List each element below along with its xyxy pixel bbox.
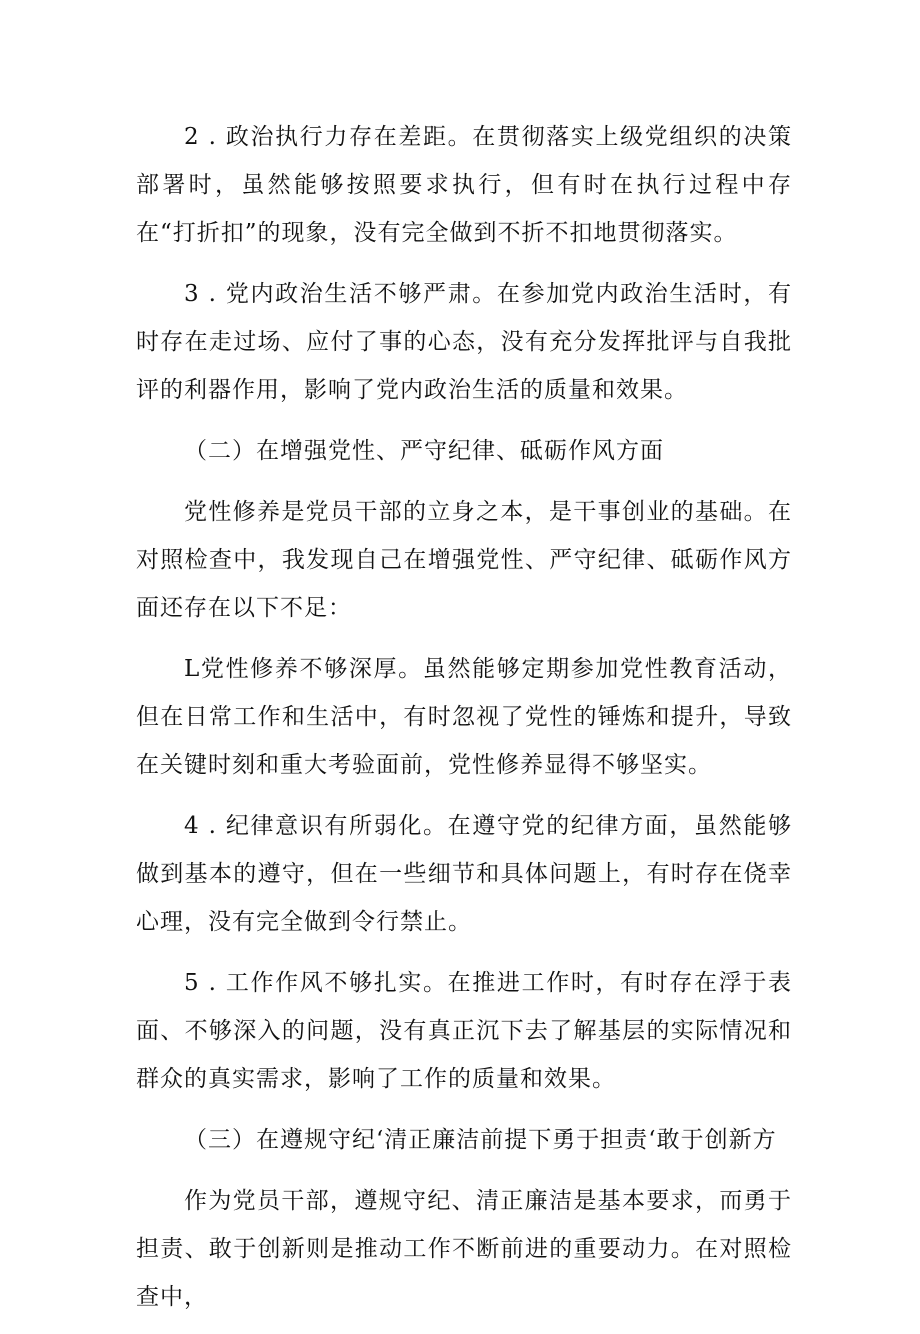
paragraph-discipline-awareness: 4 . 纪律意识有所弱化。在遵守党的纪律方面，虽然能够做到基本的遵守，但在一些细节和具体问题上，有时存在侥幸心理，没有完全做到令行禁止。 (136, 813, 792, 935)
paragraph-political-execution: 2 . 政治执行力存在差距。在贯彻落实上级党组织的决策部署时，虽然能够按照要求执行，但有时在执行过程中存在“打折扣”的现象，没有完全做到不折不扣地贯彻落实。 (136, 124, 792, 246)
document-body (136, 113, 792, 1334)
paragraph-party-cultivation: L党性修养不够深厚。虽然能够定期参加党性教育活动，但在日常工作和生活中，有时忽视了党性的锤炼和提升，导致在关键时刻和重大考验面前，党性修养显得不够坚实。 (136, 656, 792, 778)
paragraph-party-spirit-intro: 党性修养是党员干部的立身之本，是干事创业的基础。在对照检查中，我发现自己在增强党性、严守纪律、砥砺作风方面还存在以下不足： (136, 499, 792, 621)
section-heading-3: （三）在遵规守纪‘清正廉洁前提下勇于担责‘敢于创新方 (184, 1127, 777, 1153)
paragraph-integrity-intro: 作为党员干部，遵规守纪、清正廉洁是基本要求，而勇于担责、敢于创新则是推动工作不断前进的重要动力。在对照检查中， (136, 1188, 792, 1310)
section-heading-2: （二）在增强党性、严守纪律、砥砺作风方面 (184, 438, 664, 464)
paragraph-work-style: 5 . 工作作风不够扎实。在推进工作时，有时存在浮于表面、不够深入的问题，没有真正沉下去了解基层的实际情况和群众的真实需求，影响了工作的质量和效果。 (136, 970, 792, 1092)
paragraph-party-life: 3 . 党内政治生活不够严肃。在参加党内政治生活时，有时存在走过场、应付了事的心态，没有充分发挥批评与自我批评的利器作用，影响了党内政治生活的质量和效果。 (136, 281, 792, 403)
